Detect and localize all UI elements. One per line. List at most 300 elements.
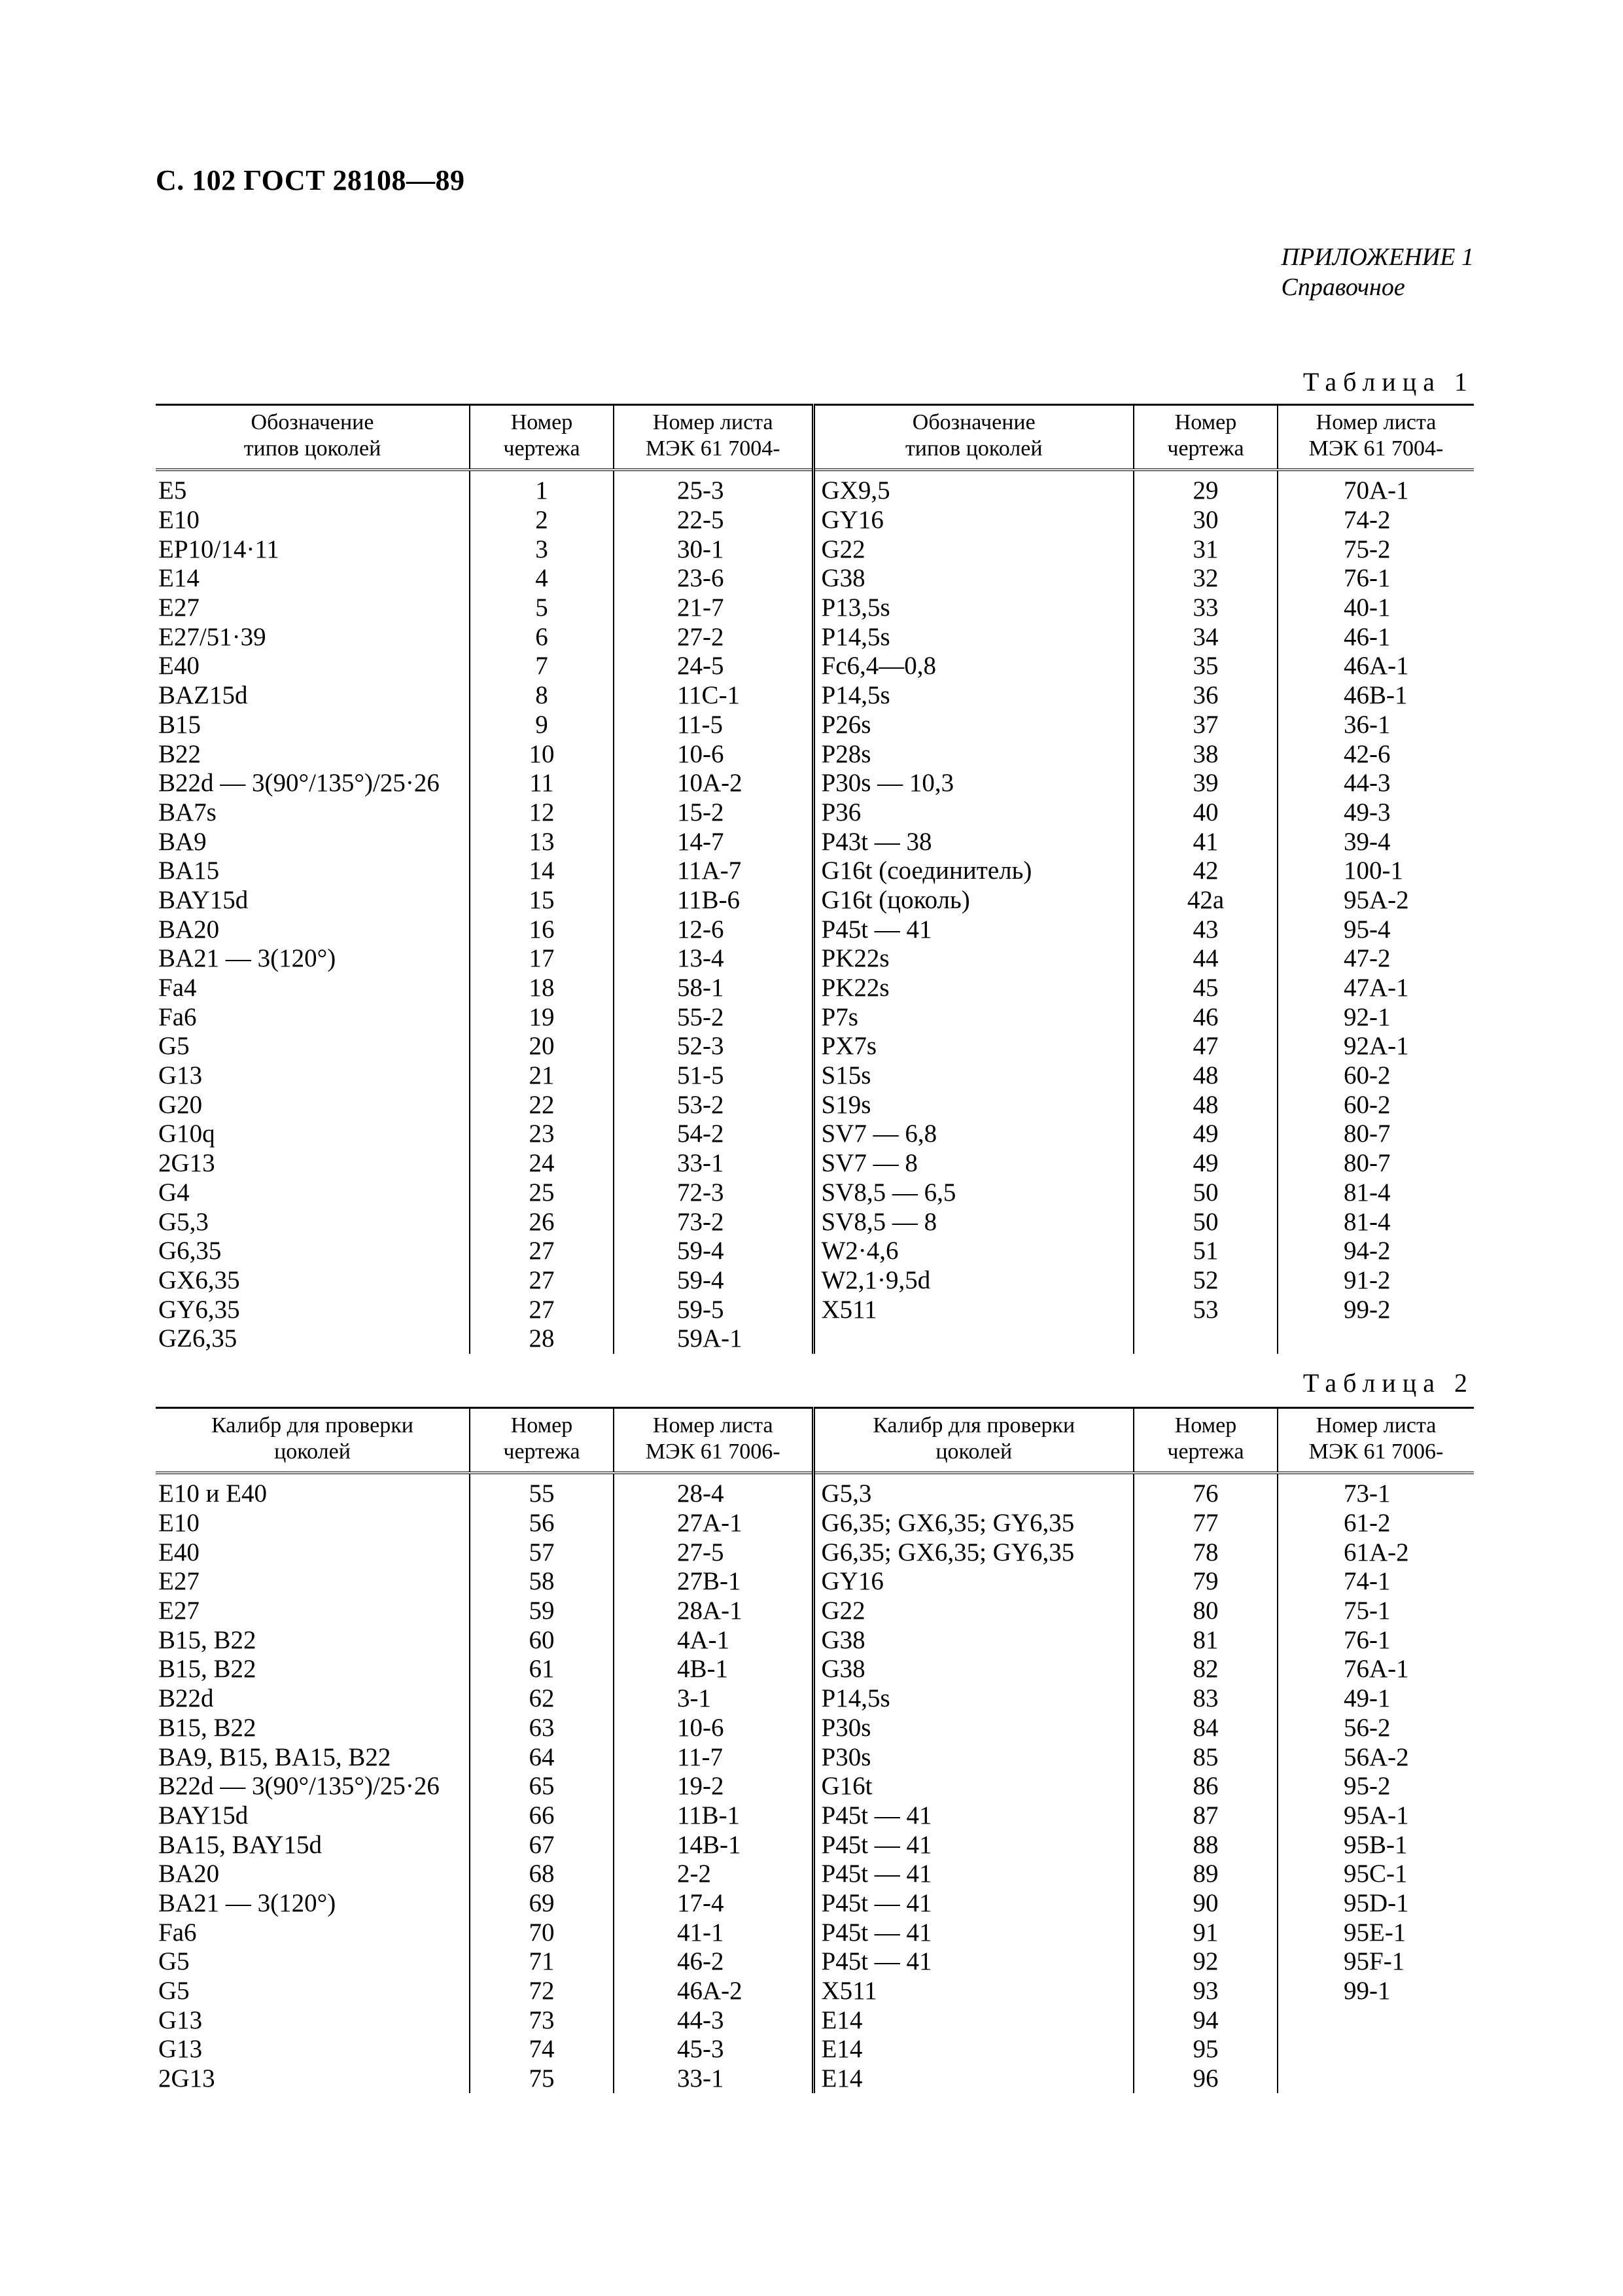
- type-cell: P45t — 41: [813, 1947, 1134, 1977]
- type-cell: BAY15d: [156, 1801, 470, 1831]
- sheet-number-cell: [1278, 2064, 1474, 2094]
- type-cell: S15s: [813, 1061, 1134, 1091]
- sheet-number-cell: 27-2: [614, 622, 813, 652]
- table1-header-cell: Номер чертежа: [470, 405, 614, 470]
- table-row: [156, 915, 1474, 944]
- table1-header-cell: Номер чертежа: [1134, 405, 1278, 470]
- sheet-number-cell: 95-2: [1344, 1772, 1391, 1801]
- type-cell: G16t (цоколь): [813, 886, 1134, 915]
- drawing-number-cell: 79: [1134, 1567, 1278, 1597]
- table-row: [156, 1714, 1474, 1743]
- table-row: [156, 1772, 1474, 1801]
- drawing-number-cell: 13: [470, 827, 614, 857]
- type-cell: P43t — 38: [813, 827, 1134, 857]
- sheet-number-cell: 56A-2: [1344, 1742, 1409, 1771]
- sheet-number-cell: 3-1: [614, 1684, 813, 1714]
- type-cell: W2,1·9,5d: [813, 1266, 1134, 1296]
- sheet-number-cell: 10-6: [614, 1714, 813, 1743]
- sheet-number-cell: 99-2: [1344, 1295, 1391, 1324]
- table2-header-cell: Номер листа МЭК 61 7006-: [614, 1408, 813, 1474]
- table-row: [156, 1032, 1474, 1061]
- drawing-number-cell: 68: [470, 1860, 614, 1889]
- type-cell: 2G13: [156, 1149, 470, 1178]
- type-cell: P14,5s: [813, 622, 1134, 652]
- sheet-number-cell: 54-2: [614, 1120, 813, 1149]
- table-row: [156, 2005, 1474, 2035]
- table-row: [156, 1149, 1474, 1178]
- table-row: [156, 944, 1474, 974]
- sheet-number-cell: 100-1: [1344, 857, 1403, 885]
- type-cell: G13: [156, 2005, 470, 2035]
- drawing-number-cell: 34: [1134, 622, 1278, 652]
- drawing-number-cell: 85: [1134, 1742, 1278, 1772]
- table-row: [156, 1178, 1474, 1208]
- table2-header-cell: Номер чертежа: [470, 1408, 614, 1474]
- table-row: [156, 470, 1474, 506]
- sheet-number-cell: 11B-1: [614, 1801, 813, 1831]
- sheet-number-cell: 95E-1: [1344, 1918, 1406, 1947]
- drawing-number-cell: 83: [1134, 1684, 1278, 1714]
- drawing-number-cell: 59: [470, 1597, 614, 1626]
- type-cell: Fa6: [156, 1002, 470, 1032]
- type-cell: E14: [813, 2035, 1134, 2064]
- table-row: [156, 1977, 1474, 2006]
- drawing-number-cell: 89: [1134, 1860, 1278, 1889]
- sheet-number-cell: 11-7: [614, 1742, 813, 1772]
- sheet-number-cell: 30-1: [614, 535, 813, 564]
- drawing-number-cell: 5: [470, 593, 614, 623]
- table-row: [156, 1567, 1474, 1597]
- table-row: [156, 506, 1474, 535]
- sheet-number-cell: 76-1: [1344, 564, 1391, 593]
- sheet-number-cell: 28-4: [614, 1473, 813, 1509]
- type-cell: B22: [156, 739, 470, 769]
- type-cell: G13: [156, 2035, 470, 2064]
- table-row: [156, 1090, 1474, 1120]
- sheet-number-cell: 59-5: [614, 1295, 813, 1324]
- type-cell: E14: [156, 564, 470, 593]
- table-row: [156, 1801, 1474, 1831]
- type-cell: P45t — 41: [813, 1801, 1134, 1831]
- type-cell: GZ6,35: [156, 1324, 470, 1354]
- table-row: [156, 1295, 1474, 1324]
- drawing-number-cell: 25: [470, 1178, 614, 1208]
- sheet-number-cell: 4A-1: [614, 1625, 813, 1655]
- drawing-number-cell: 14: [470, 857, 614, 886]
- type-cell: Fc6,4—0,8: [813, 652, 1134, 681]
- drawing-number-cell: 28: [470, 1324, 614, 1354]
- table2-header-cell: Номер листа МЭК 61 7006-: [1278, 1408, 1474, 1474]
- type-cell: P14,5s: [813, 681, 1134, 711]
- drawing-number-cell: 2: [470, 506, 614, 535]
- sheet-number-cell: 80-7: [1344, 1149, 1391, 1178]
- drawing-number-cell: 81: [1134, 1625, 1278, 1655]
- drawing-number-cell: 94: [1134, 2005, 1278, 2035]
- type-cell: GY16: [813, 1567, 1134, 1597]
- sheet-number-cell: 41-1: [614, 1918, 813, 1947]
- drawing-number-cell: 51: [1134, 1237, 1278, 1266]
- table-row: [156, 1830, 1474, 1860]
- sheet-number-cell: 46A-1: [1344, 652, 1409, 680]
- type-cell: 2G13: [156, 2064, 470, 2094]
- type-cell: P45t — 41: [813, 1860, 1134, 1889]
- sheet-number-cell: 28A-1: [614, 1597, 813, 1626]
- sheet-number-cell: 27A-1: [614, 1509, 813, 1538]
- drawing-number-cell: 29: [1134, 470, 1278, 506]
- drawing-number-cell: 32: [1134, 564, 1278, 593]
- drawing-number-cell: 41: [1134, 827, 1278, 857]
- type-cell: G5,3: [813, 1473, 1134, 1509]
- table2-title: Таблица 2: [1302, 1368, 1474, 1398]
- drawing-number-cell: 6: [470, 622, 614, 652]
- sheet-number-cell: 75-1: [1344, 1597, 1391, 1625]
- drawing-number-cell: 50: [1134, 1207, 1278, 1237]
- type-cell: E40: [156, 652, 470, 681]
- type-cell: E27/51·39: [156, 622, 470, 652]
- type-cell: S19s: [813, 1090, 1134, 1120]
- sheet-number-cell: 49-1: [1344, 1684, 1391, 1713]
- sheet-number-cell: 27-5: [614, 1538, 813, 1567]
- type-cell: PK22s: [813, 974, 1134, 1003]
- sheet-number-cell: 76A-1: [1344, 1655, 1409, 1684]
- type-cell: PK22s: [813, 944, 1134, 974]
- type-cell: P45t — 41: [813, 915, 1134, 944]
- sheet-number-cell: 25-3: [614, 470, 813, 506]
- drawing-number-cell: 91: [1134, 1918, 1278, 1947]
- type-cell: G16t (соединитель): [813, 857, 1134, 886]
- type-cell: P45t — 41: [813, 1918, 1134, 1947]
- drawing-number-cell: 43: [1134, 915, 1278, 944]
- type-cell: G5,3: [156, 1207, 470, 1237]
- sheet-number-cell: 47-2: [1344, 944, 1391, 973]
- drawing-number-cell: 62: [470, 1684, 614, 1714]
- drawing-number-cell: 21: [470, 1061, 614, 1091]
- type-cell: SV8,5 — 8: [813, 1207, 1134, 1237]
- table-row: [156, 1509, 1474, 1538]
- table-row: [156, 681, 1474, 711]
- table2: [156, 1407, 1474, 2093]
- type-cell: GY16: [813, 506, 1134, 535]
- drawing-number-cell: 10: [470, 739, 614, 769]
- type-cell: E27: [156, 593, 470, 623]
- sheet-number-cell: 60-2: [1344, 1090, 1391, 1119]
- type-cell: P28s: [813, 739, 1134, 769]
- drawing-number-cell: 27: [470, 1266, 614, 1296]
- sheet-number-cell: 11-5: [614, 711, 813, 740]
- type-cell: P26s: [813, 711, 1134, 740]
- drawing-number-cell: 64: [470, 1742, 614, 1772]
- type-cell: G4: [156, 1178, 470, 1208]
- sheet-number-cell: 24-5: [614, 652, 813, 681]
- sheet-number-cell: 95-4: [1344, 915, 1391, 944]
- sheet-number-cell: 12-6: [614, 915, 813, 944]
- sheet-number-cell: 72-3: [614, 1178, 813, 1208]
- table1-header-cell: Номер листа МЭК 61 7004-: [614, 405, 813, 470]
- sheet-number-cell: 10-6: [614, 739, 813, 769]
- sheet-number-cell: 15-2: [614, 798, 813, 828]
- table-row: [156, 1120, 1474, 1149]
- table-row: [156, 1237, 1474, 1266]
- drawing-number-cell: 73: [470, 2005, 614, 2035]
- sheet-number-cell: 44-3: [614, 2005, 813, 2035]
- sheet-number-cell: 74-1: [1344, 1567, 1391, 1596]
- sheet-number-cell: 46-2: [614, 1947, 813, 1977]
- sheet-number-cell: 45-3: [614, 2035, 813, 2064]
- type-cell: G22: [813, 1597, 1134, 1626]
- table-row: [156, 827, 1474, 857]
- sheet-number-cell: 95A-2: [1344, 885, 1409, 914]
- type-cell: P45t — 41: [813, 1830, 1134, 1860]
- sheet-number-cell: 59-4: [614, 1237, 813, 1266]
- sheet-number-cell: 14-7: [614, 827, 813, 857]
- sheet-number-cell: 52-3: [614, 1032, 813, 1061]
- table-row: [156, 1002, 1474, 1032]
- sheet-number-cell: 95A-1: [1344, 1801, 1409, 1829]
- sheet-number-cell: 92A-1: [1344, 1032, 1409, 1061]
- type-cell: G6,35; GX6,35; GY6,35: [813, 1509, 1134, 1538]
- table1-header-cell: Номер листа МЭК 61 7004-: [1278, 405, 1474, 470]
- table-row: [156, 2064, 1474, 2094]
- sheet-number-cell: 56-2: [1344, 1713, 1391, 1742]
- sheet-number-cell: 59-4: [614, 1266, 813, 1296]
- drawing-number-cell: 26: [470, 1207, 614, 1237]
- drawing-number-cell: 35: [1134, 652, 1278, 681]
- sheet-number-cell: 94-2: [1344, 1237, 1391, 1265]
- drawing-number-cell: 84: [1134, 1714, 1278, 1743]
- drawing-number-cell: 30: [1134, 506, 1278, 535]
- table-row: [156, 1266, 1474, 1296]
- drawing-number-cell: 90: [1134, 1889, 1278, 1918]
- sheet-number-cell: 21-7: [614, 593, 813, 623]
- sheet-number-cell: 75-2: [1344, 535, 1391, 563]
- type-cell: G22: [813, 535, 1134, 564]
- type-cell: X511: [813, 1977, 1134, 2006]
- drawing-number-cell: 70: [470, 1918, 614, 1947]
- sheet-number-cell: 60-2: [1344, 1061, 1391, 1090]
- sheet-number-cell: [1278, 1324, 1474, 1354]
- sheet-number-cell: 95F-1: [1344, 1947, 1405, 1976]
- sheet-number-cell: 95C-1: [1344, 1860, 1408, 1888]
- table-row: [156, 1860, 1474, 1889]
- type-cell: BA9: [156, 827, 470, 857]
- table-row: [156, 1684, 1474, 1714]
- sheet-number-cell: 80-7: [1344, 1120, 1391, 1148]
- sheet-number-cell: [1278, 2035, 1474, 2064]
- drawing-number-cell: 88: [1134, 1830, 1278, 1860]
- appendix-label: [1282, 242, 1474, 302]
- sheet-number-cell: 99-1: [1344, 1977, 1391, 2005]
- drawing-number-cell: 76: [1134, 1473, 1278, 1509]
- table2-header-row: [156, 1408, 1474, 1474]
- type-cell: BA9, B15, BA15, B22: [156, 1742, 470, 1772]
- type-cell: G5: [156, 1032, 470, 1061]
- type-cell: P30s: [813, 1714, 1134, 1743]
- table1-title: Таблица 1: [1302, 367, 1474, 397]
- drawing-number-cell: 3: [470, 535, 614, 564]
- table-row: [156, 1655, 1474, 1684]
- drawing-number-cell: 36: [1134, 681, 1278, 711]
- table-row: [156, 1061, 1474, 1091]
- type-cell: SV8,5 — 6,5: [813, 1178, 1134, 1208]
- drawing-number-cell: 42a: [1134, 886, 1278, 915]
- table-row: [156, 739, 1474, 769]
- type-cell: G13: [156, 1061, 470, 1091]
- type-cell: E10 и E40: [156, 1473, 470, 1509]
- drawing-number-cell: 47: [1134, 1032, 1278, 1061]
- table2-body: [156, 1473, 1474, 2093]
- type-cell: E14: [813, 2005, 1134, 2035]
- type-cell: E27: [156, 1597, 470, 1626]
- table-row: [156, 798, 1474, 828]
- drawing-number-cell: 37: [1134, 711, 1278, 740]
- drawing-number-cell: 86: [1134, 1772, 1278, 1801]
- type-cell: G6,35; GX6,35; GY6,35: [813, 1538, 1134, 1567]
- drawing-number-cell: 52: [1134, 1266, 1278, 1296]
- table1: [156, 404, 1474, 1354]
- appendix-title: ПРИЛОЖЕНИЕ 1: [1281, 243, 1474, 271]
- type-cell: G5: [156, 1947, 470, 1977]
- type-cell: B15, B22: [156, 1714, 470, 1743]
- sheet-number-cell: 11B-6: [614, 886, 813, 915]
- drawing-number-cell: 40: [1134, 798, 1278, 828]
- table-row: [156, 886, 1474, 915]
- table-row: [156, 1538, 1474, 1567]
- type-cell: BA21 — 3(120°): [156, 944, 470, 974]
- drawing-number-cell: 39: [1134, 769, 1278, 798]
- type-cell: P45t — 41: [813, 1889, 1134, 1918]
- type-cell: EP10/14·11: [156, 535, 470, 564]
- drawing-number-cell: 46: [1134, 1002, 1278, 1032]
- sheet-number-cell: 53-2: [614, 1090, 813, 1120]
- table-row: [156, 769, 1474, 798]
- type-cell: SV7 — 6,8: [813, 1120, 1134, 1149]
- drawing-number-cell: 77: [1134, 1509, 1278, 1538]
- table2-header-cell: Калибр для проверки цоколей: [813, 1408, 1134, 1474]
- drawing-number-cell: 22: [470, 1090, 614, 1120]
- type-cell: GX9,5: [813, 470, 1134, 506]
- table-row: [156, 711, 1474, 740]
- drawing-number-cell: 49: [1134, 1120, 1278, 1149]
- drawing-number-cell: [1134, 1324, 1278, 1354]
- type-cell: E14: [813, 2064, 1134, 2094]
- type-cell: BAZ15d: [156, 681, 470, 711]
- sheet-number-cell: 40-1: [1344, 593, 1391, 622]
- drawing-number-cell: 74: [470, 2035, 614, 2064]
- sheet-number-cell: 59A-1: [614, 1324, 813, 1354]
- drawing-number-cell: 12: [470, 798, 614, 828]
- type-cell: B15: [156, 711, 470, 740]
- drawing-number-cell: 8: [470, 681, 614, 711]
- drawing-number-cell: 58: [470, 1567, 614, 1597]
- type-cell: [813, 1324, 1134, 1354]
- table-row: [156, 1918, 1474, 1947]
- type-cell: B22d: [156, 1684, 470, 1714]
- type-cell: E10: [156, 506, 470, 535]
- sheet-number-cell: 2-2: [614, 1860, 813, 1889]
- sheet-number-cell: 33-1: [614, 2064, 813, 2094]
- type-cell: G5: [156, 1977, 470, 2006]
- drawing-number-cell: 96: [1134, 2064, 1278, 2094]
- drawing-number-cell: 80: [1134, 1597, 1278, 1626]
- sheet-number-cell: 74-2: [1344, 506, 1391, 535]
- sheet-number-cell: 49-3: [1344, 798, 1391, 826]
- sheet-number-cell: [1278, 2005, 1474, 2035]
- sheet-number-cell: 27B-1: [614, 1567, 813, 1597]
- sheet-number-cell: 19-2: [614, 1772, 813, 1801]
- drawing-number-cell: 87: [1134, 1801, 1278, 1831]
- type-cell: BA7s: [156, 798, 470, 828]
- drawing-number-cell: 66: [470, 1801, 614, 1831]
- type-cell: GX6,35: [156, 1266, 470, 1296]
- type-cell: GY6,35: [156, 1295, 470, 1324]
- drawing-number-cell: 69: [470, 1889, 614, 1918]
- sheet-number-cell: 22-5: [614, 506, 813, 535]
- sheet-number-cell: 11A-7: [614, 857, 813, 886]
- drawing-number-cell: 24: [470, 1149, 614, 1178]
- sheet-number-cell: 14B-1: [614, 1830, 813, 1860]
- drawing-number-cell: 19: [470, 1002, 614, 1032]
- type-cell: B15, B22: [156, 1625, 470, 1655]
- sheet-number-cell: 42-6: [1344, 739, 1391, 768]
- table-row: [156, 1597, 1474, 1626]
- drawing-number-cell: 95: [1134, 2035, 1278, 2064]
- table-row: [156, 622, 1474, 652]
- table1-header-cell: Обозначение типов цоколей: [156, 405, 470, 470]
- drawing-number-cell: 93: [1134, 1977, 1278, 2006]
- type-cell: G38: [813, 1655, 1134, 1684]
- type-cell: P14,5s: [813, 1684, 1134, 1714]
- sheet-number-cell: 95D-1: [1344, 1888, 1409, 1917]
- type-cell: BA15: [156, 857, 470, 886]
- drawing-number-cell: 53: [1134, 1295, 1278, 1324]
- drawing-number-cell: 33: [1134, 593, 1278, 623]
- drawing-number-cell: 9: [470, 711, 614, 740]
- table1-header-cell: Обозначение типов цоколей: [813, 405, 1134, 470]
- type-cell: Fa4: [156, 974, 470, 1003]
- sheet-number-cell: 73-2: [614, 1207, 813, 1237]
- sheet-number-cell: 91-2: [1344, 1265, 1391, 1294]
- table-row: [156, 1742, 1474, 1772]
- type-cell: SV7 — 8: [813, 1149, 1134, 1178]
- sheet-number-cell: 46A-2: [614, 1977, 813, 2006]
- type-cell: G20: [156, 1090, 470, 1120]
- sheet-number-cell: 70A-1: [1344, 476, 1409, 505]
- drawing-number-cell: 67: [470, 1830, 614, 1860]
- table-row: [156, 974, 1474, 1003]
- type-cell: G6,35: [156, 1237, 470, 1266]
- type-cell: E5: [156, 470, 470, 506]
- drawing-number-cell: 27: [470, 1237, 614, 1266]
- sheet-number-cell: 81-4: [1344, 1207, 1391, 1236]
- type-cell: G38: [813, 1625, 1134, 1655]
- table-row: [156, 1207, 1474, 1237]
- sheet-number-cell: 95B-1: [1344, 1830, 1408, 1859]
- type-cell: P30s — 10,3: [813, 769, 1134, 798]
- sheet-number-cell: 46-1: [1344, 622, 1391, 651]
- type-cell: Fa6: [156, 1918, 470, 1947]
- type-cell: B15, B22: [156, 1655, 470, 1684]
- sheet-number-cell: 76-1: [1344, 1625, 1391, 1654]
- sheet-number-cell: 13-4: [614, 944, 813, 974]
- drawing-number-cell: 48: [1134, 1061, 1278, 1091]
- table-row: [156, 564, 1474, 593]
- type-cell: P13,5s: [813, 593, 1134, 623]
- drawing-number-cell: 18: [470, 974, 614, 1003]
- sheet-number-cell: 33-1: [614, 1149, 813, 1178]
- appendix-type: Справочное: [1281, 274, 1405, 301]
- sheet-number-cell: 11C-1: [614, 681, 813, 711]
- type-cell: BAY15d: [156, 886, 470, 915]
